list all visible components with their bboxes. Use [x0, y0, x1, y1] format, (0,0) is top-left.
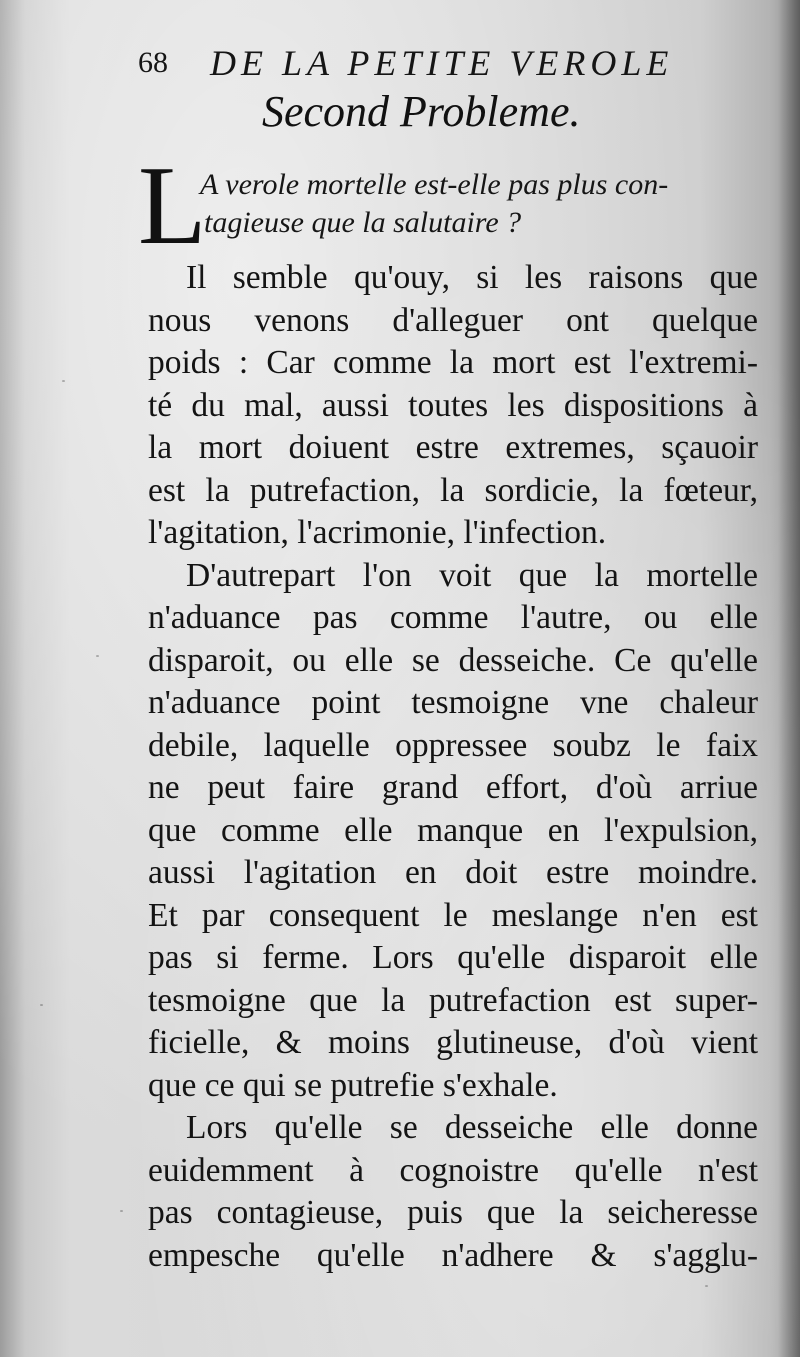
page-number: 68	[138, 46, 168, 79]
text-line: la mort doiuent estre extremes, sçauoir	[148, 429, 758, 466]
paper-speck	[40, 1004, 43, 1006]
question-line: A verole mortelle est-elle pas plus con-	[200, 168, 669, 201]
text-line: debile, laquelle oppressee soubz le faix	[148, 726, 758, 764]
text-line: Il semble qu'ouy, si les raisons que	[186, 259, 758, 296]
text-line: disparoit, ou elle se desseiche. Ce qu'elle	[148, 641, 758, 679]
text-line: D'autrepart l'on voit que la mortelle	[186, 556, 758, 594]
text-line: poids : Car comme la mort est l'extremi-	[148, 344, 758, 381]
running-head	[138, 42, 738, 82]
text-line: Et par consequent le meslange n'en est	[148, 896, 758, 934]
text-line: est la putrefaction, la sordicie, la fœteur,	[148, 471, 758, 509]
drop-cap: L	[138, 144, 207, 268]
text-line: Lors qu'elle se desseiche elle donne	[186, 1109, 758, 1146]
text-line: euidemment à cognoistre qu'elle n'est	[148, 1151, 758, 1189]
text-line: que comme elle manque en l'expulsion,	[148, 811, 758, 849]
text-line: aussi l'agitation en doit estre moindre.	[148, 854, 758, 891]
text-line: n'aduance pas comme l'autre, ou elle	[148, 599, 758, 636]
section-title: Second Probleme.	[262, 87, 581, 136]
text-line: ne peut faire grand effort, d'où arriue	[148, 769, 758, 806]
question-line: tagieuse que la salutaire ?	[204, 206, 522, 239]
paper-speck	[96, 655, 99, 657]
text-line: pas contagieuse, puis que la seicheresse	[148, 1194, 758, 1231]
running-head-title: DE LA PETITE VEROLE	[210, 43, 674, 83]
paper-speck	[705, 1285, 708, 1287]
text-line: l'agitation, l'acrimonie, l'infection.	[148, 514, 607, 551]
text-line: pas si ferme. Lors qu'elle disparoit elle	[148, 939, 758, 976]
text-line: n'aduance point tesmoigne vne chaleur	[148, 684, 758, 721]
page-gutter-shadow	[778, 0, 800, 1357]
text-line: empesche qu'elle n'adhere & s'agglu-	[148, 1236, 758, 1274]
paper-speck	[120, 1210, 123, 1212]
paper-speck	[62, 380, 65, 382]
text-line: té du mal, aussi toutes les dispositions à	[148, 386, 758, 424]
text-line: nous venons d'alleguer ont quelque	[148, 301, 758, 339]
text-line: que ce qui se putrefie s'exhale.	[148, 1066, 558, 1104]
text-line: tesmoigne que la putrefaction est super-	[148, 981, 758, 1019]
text-line: ficielle, & moins glutineuse, d'où vient	[148, 1024, 758, 1061]
